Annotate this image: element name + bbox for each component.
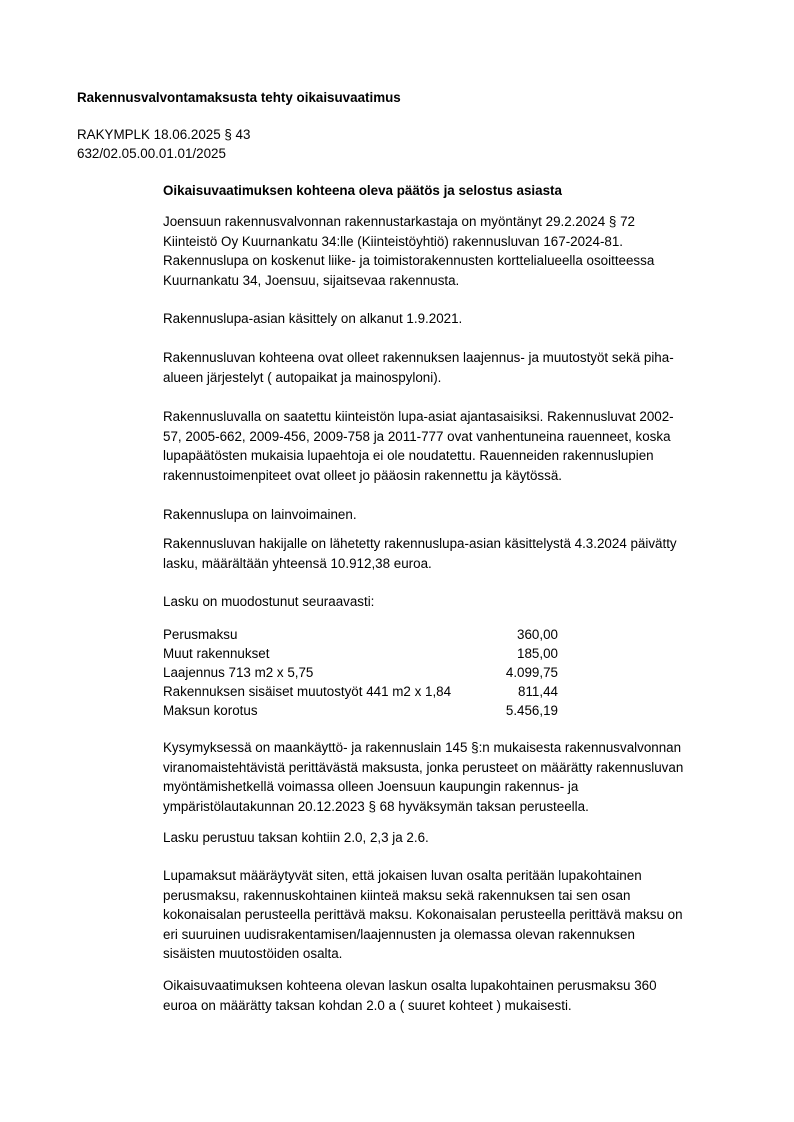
paragraph-line: alueen järjestelyt ( autopaikat ja mainospyloni).	[163, 369, 442, 385]
paragraph-line: Kiinteistö Oy Kuurnankatu 34:lle (Kiinteistöyhtiö) rakennusluvan 167-2024-81.	[163, 233, 624, 249]
paragraph-line: Rakennuslupa on koskenut liike- ja toimistorakennusten korttelialueella osoitteessa	[163, 253, 655, 269]
paragraph-line: viranomaistehtävistä perittävästä maksusta, jonka perusteet on määrätty rakennusluvan	[163, 759, 684, 775]
paragraph-line: Lasku on muodostunut seuraavasti:	[163, 594, 375, 609]
fee-row	[163, 701, 558, 720]
paragraph	[163, 348, 674, 387]
fee-row	[163, 663, 558, 682]
paragraph-line: eri suuruinen uudisrakentamisen/laajennusten ja olemassa olevan rakennuksen	[163, 926, 635, 942]
fee-description: Laajennus 713 m2 x 5,75	[163, 665, 314, 680]
paragraph-line: Oikaisuvaatimuksen kohteena olevan laskun osalta lupakohtainen perusmaksu 360	[163, 978, 657, 993]
paragraph-line: lupapäätösten mukaisia lupaehtoja ei ole noudatettu. Rauenneiden rakennuslupien	[163, 448, 654, 464]
fee-description: Maksun korotus	[163, 703, 258, 718]
paragraph	[163, 976, 657, 1015]
fee-description: Muut rakennukset	[163, 646, 270, 661]
paragraph-line: 57, 2005-662, 2009-456, 2009-758 ja 2011-777 ovat vanhentuneina rauenneet, koska	[163, 428, 671, 444]
meeting-reference: RAKYMPLK 18.06.2025 § 43	[77, 127, 251, 142]
paragraph	[163, 866, 683, 964]
paragraph	[163, 212, 654, 290]
fee-amount: 4.099,75	[505, 665, 558, 680]
fee-amount: 185,00	[517, 646, 558, 661]
paragraph-line: kokonaisalan perusteella perittävä maksu. Kokonaisalan perusteella perittävä maksu on	[163, 907, 683, 923]
section-heading: Oikaisuvaatimuksen kohteena oleva päätös ja selostus asiasta	[163, 183, 562, 198]
paragraph	[163, 309, 462, 329]
paragraph-line: myöntämishetkellä voimassa olleen Joensuun kaupungin rakennus- ja	[163, 779, 579, 795]
record-number: 632/02.05.00.01.01/2025	[77, 146, 226, 161]
fee-row	[163, 625, 558, 644]
fee-amount: 360,00	[517, 627, 558, 642]
fee-table	[163, 625, 558, 720]
paragraph-line: Lupamaksut määräytyvät siten, että jokaisen luvan osalta peritään lupakohtainen	[163, 868, 642, 883]
paragraph	[163, 407, 674, 485]
paragraph-line: rakennustoimenpiteet ovat olleet jo pääosin rakennettu ja käytössä.	[163, 467, 562, 483]
fee-row	[163, 644, 558, 663]
fee-row	[163, 682, 558, 701]
paragraph-line: Rakennuslupa on lainvoimainen.	[163, 507, 357, 522]
paragraph-line: Kuurnankatu 34, Joensuu, sijaitsevaa rakennusta.	[163, 272, 460, 288]
paragraph	[163, 592, 374, 612]
paragraph-line: Rakennusluvalla on saatettu kiinteistön lupa-asiat ajantasaisiksi. Rakennusluvat 2002-	[163, 409, 674, 424]
paragraph-line: sisäisten muutostöiden osalta.	[163, 946, 343, 962]
paragraph-line: euroa on määrätty taksan kohdan 2.0 a ( suuret kohteet ) mukaisesti.	[163, 997, 572, 1013]
paragraph-line: Joensuun rakennusvalvonnan rakennustarkastaja on myöntänyt 29.2.2024 § 72	[163, 214, 635, 229]
paragraph-line: ympäristölautakunnan 20.12.2023 § 68 hyväksymän taksan perusteella.	[163, 798, 589, 814]
fee-amount: 811,44	[518, 684, 558, 699]
paragraph-line: Rakennuslupa-asian käsittely on alkanut 1.9.2021.	[163, 311, 463, 326]
paragraph	[163, 738, 683, 816]
document-title: Rakennusvalvontamaksusta tehty oikaisuvaatimus	[77, 90, 401, 105]
fee-amount: 5.456,19	[505, 703, 558, 718]
paragraph	[163, 534, 677, 573]
fee-description: Perusmaksu	[163, 627, 238, 642]
paragraph	[163, 505, 357, 525]
paragraph-line: perusmaksu, rakennuskohtainen kiinteä maksu sekä rakennuksen tai sen osan	[163, 887, 631, 903]
fee-description: Rakennuksen sisäiset muutostyöt 441 m2 x 1,84	[163, 684, 452, 699]
paragraph	[163, 828, 429, 848]
paragraph-line: Lasku perustuu taksan kohtiin 2.0, 2,3 ja 2.6.	[163, 830, 429, 845]
paragraph-line: lasku, määrältään yhteensä 10.912,38 euroa.	[163, 555, 432, 571]
paragraph-line: Rakennusluvan kohteena ovat olleet rakennuksen laajennus- ja muutostyöt sekä piha-	[163, 350, 674, 365]
paragraph-line: Kysymyksessä on maankäyttö- ja rakennuslain 145 §:n mukaisesta rakennusvalvonnan	[163, 740, 682, 755]
paragraph-line: Rakennusluvan hakijalle on lähetetty rakennuslupa-asian käsittelystä 4.3.2024 päivätty	[163, 536, 677, 551]
